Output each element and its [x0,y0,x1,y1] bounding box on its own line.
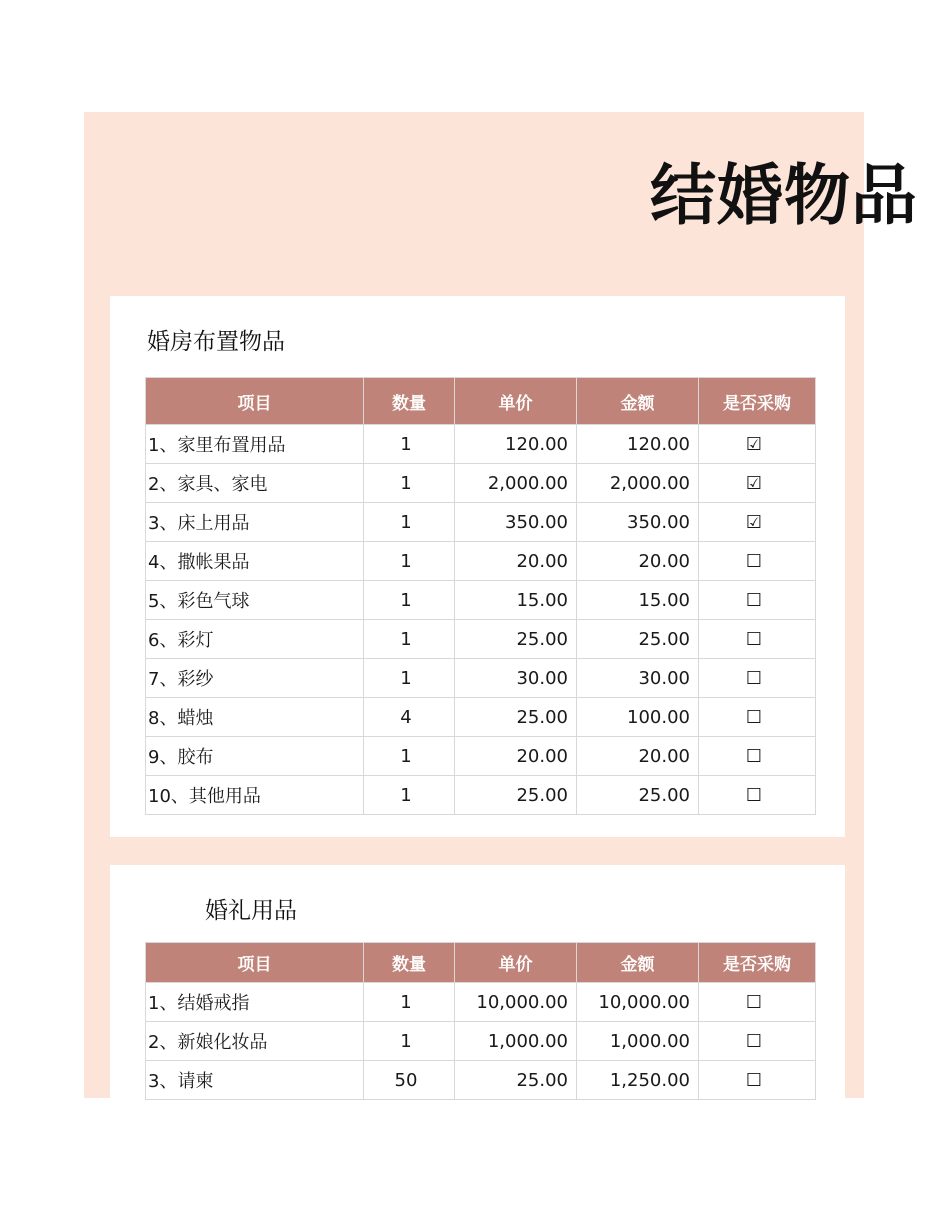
purchased-checkbox[interactable]: ☐ [699,776,816,815]
table-row [146,1061,816,1100]
table-row [146,737,816,776]
purchased-checkbox[interactable]: ☑ [699,464,816,503]
item-name-cell: 4、撒帐果品 [146,542,364,581]
purchased-checkbox[interactable]: ☑ [699,503,816,542]
unit-price-cell: 350.00 [455,503,577,542]
amount-cell: 10,000.00 [577,983,699,1022]
unit-price-cell: 25.00 [455,698,577,737]
column-header-unit-price: 单价 [455,378,577,425]
table-row [146,425,816,464]
table-row [146,1022,816,1061]
amount-cell: 2,000.00 [577,464,699,503]
column-header-quantity: 数量 [364,943,455,983]
table-row [146,542,816,581]
item-name-cell: 1、家里布置用品 [146,425,364,464]
quantity-cell: 1 [364,464,455,503]
unit-price-cell: 25.00 [455,776,577,815]
item-name-cell: 8、蜡烛 [146,698,364,737]
purchased-checkbox[interactable]: ☐ [699,542,816,581]
unit-price-cell: 20.00 [455,542,577,581]
section-heading: 婚房布置物品 [147,329,285,355]
column-header-amount: 金额 [577,943,699,983]
item-name-cell: 3、床上用品 [146,503,364,542]
unit-price-cell: 10,000.00 [455,983,577,1022]
unit-price-cell: 20.00 [455,737,577,776]
amount-cell: 1,250.00 [577,1061,699,1100]
amount-cell: 100.00 [577,698,699,737]
unit-price-cell: 25.00 [455,620,577,659]
purchased-checkbox[interactable]: ☐ [699,1061,816,1100]
amount-cell: 15.00 [577,581,699,620]
purchased-checkbox[interactable]: ☑ [699,425,816,464]
quantity-cell: 1 [364,1022,455,1061]
section-card-wedding-room [110,296,845,837]
unit-price-cell: 30.00 [455,659,577,698]
table-row [146,620,816,659]
unit-price-cell: 2,000.00 [455,464,577,503]
table-row [146,659,816,698]
purchased-checkbox[interactable]: ☐ [699,659,816,698]
purchased-checkbox[interactable]: ☐ [699,983,816,1022]
amount-cell: 25.00 [577,620,699,659]
purchased-checkbox[interactable]: ☐ [699,1022,816,1061]
spreadsheet-page [84,112,918,1098]
item-name-cell: 10、其他用品 [146,776,364,815]
column-header-purchased: 是否采购 [699,378,816,425]
section-card-wedding-supplies [110,865,845,1125]
quantity-cell: 4 [364,698,455,737]
table-header-row [146,378,816,425]
column-header-item: 项目 [146,378,364,425]
column-header-purchased: 是否采购 [699,943,816,983]
column-header-quantity: 数量 [364,378,455,425]
item-name-cell: 5、彩色气球 [146,581,364,620]
quantity-cell: 1 [364,776,455,815]
amount-cell: 20.00 [577,542,699,581]
unit-price-cell: 25.00 [455,1061,577,1100]
table-row [146,776,816,815]
item-name-cell: 7、彩纱 [146,659,364,698]
purchased-checkbox[interactable]: ☐ [699,581,816,620]
purchased-checkbox[interactable]: ☐ [699,737,816,776]
table-header-row [146,943,816,983]
table-row [146,983,816,1022]
items-table [145,942,816,1100]
column-header-amount: 金额 [577,378,699,425]
item-name-cell: 6、彩灯 [146,620,364,659]
purchased-checkbox[interactable]: ☐ [699,620,816,659]
item-name-cell: 3、请柬 [146,1061,364,1100]
table-row [146,464,816,503]
amount-cell: 120.00 [577,425,699,464]
purchased-checkbox[interactable]: ☐ [699,698,816,737]
amount-cell: 25.00 [577,776,699,815]
item-name-cell: 2、家具、家电 [146,464,364,503]
quantity-cell: 1 [364,983,455,1022]
unit-price-cell: 15.00 [455,581,577,620]
unit-price-cell: 1,000.00 [455,1022,577,1061]
quantity-cell: 1 [364,659,455,698]
page-title: 结婚物品 [650,157,918,234]
item-name-cell: 1、结婚戒指 [146,983,364,1022]
amount-cell: 20.00 [577,737,699,776]
amount-cell: 30.00 [577,659,699,698]
table-row [146,581,816,620]
quantity-cell: 50 [364,1061,455,1100]
amount-cell: 350.00 [577,503,699,542]
quantity-cell: 1 [364,620,455,659]
table-row [146,503,816,542]
section-heading: 婚礼用品 [205,898,297,924]
item-name-cell: 2、新娘化妆品 [146,1022,364,1061]
amount-cell: 1,000.00 [577,1022,699,1061]
quantity-cell: 1 [364,737,455,776]
table-row [146,698,816,737]
items-table [145,377,816,815]
quantity-cell: 1 [364,503,455,542]
quantity-cell: 1 [364,425,455,464]
column-header-item: 项目 [146,943,364,983]
quantity-cell: 1 [364,581,455,620]
item-name-cell: 9、胶布 [146,737,364,776]
column-header-unit-price: 单价 [455,943,577,983]
quantity-cell: 1 [364,542,455,581]
unit-price-cell: 120.00 [455,425,577,464]
